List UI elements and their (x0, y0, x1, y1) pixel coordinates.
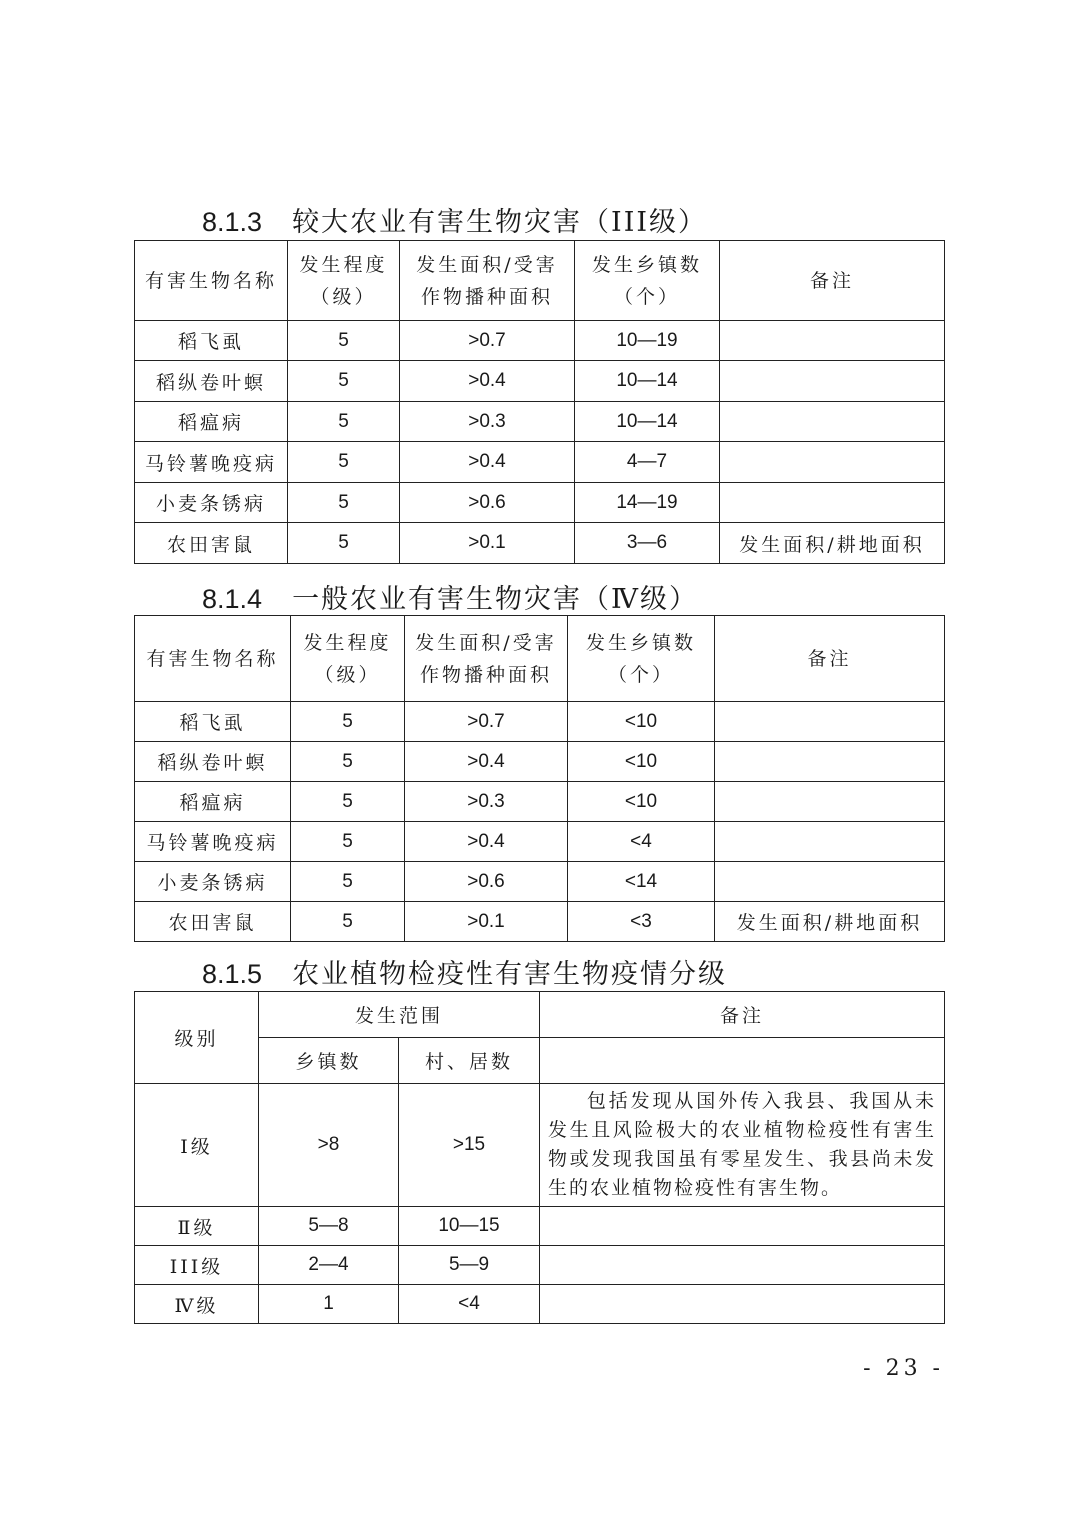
table-row (135, 483, 945, 523)
cell-town-count: 4—7 (575, 442, 720, 483)
header-note: 备注 (540, 992, 945, 1038)
cell-note (720, 361, 945, 402)
cell-note (720, 321, 945, 361)
cell-area-ratio: >0.6 (405, 862, 568, 902)
table-row (135, 523, 945, 564)
cell-area-ratio: >0.1 (405, 902, 568, 942)
table-row (135, 321, 945, 361)
section-heading-8-1-5 (202, 952, 727, 991)
cell-area-ratio: >0.6 (400, 483, 575, 523)
table-quarantine-levels (134, 991, 945, 1324)
section-title: 一般农业有害生物灾害（Ⅳ级） (292, 584, 699, 615)
cell-town-count: <10 (568, 742, 715, 782)
table-row (135, 862, 945, 902)
table-row (135, 1207, 945, 1246)
cell-pest-name: 马铃薯晚疫病 (135, 442, 288, 483)
section-number: 8.1.3 (202, 207, 263, 237)
header-town-count: 发生乡镇数 （个） (575, 241, 720, 321)
cell-note (715, 782, 945, 822)
section-heading-8-1-4 (202, 577, 698, 616)
table-row (135, 1285, 945, 1324)
cell-area-ratio: >0.4 (400, 442, 575, 483)
header-severity: 发生程度 （级） (288, 241, 400, 321)
header-area-ratio: 发生面积/受害 作物播种面积 (400, 241, 575, 321)
cell-note (540, 1285, 945, 1324)
cell-towns: 1 (259, 1285, 399, 1324)
cell-severity: 5 (288, 523, 400, 564)
cell-severity: 5 (291, 862, 405, 902)
cell-pest-name: 稻瘟病 (135, 402, 288, 442)
cell-town-count: 10—19 (575, 321, 720, 361)
cell-note (720, 442, 945, 483)
header-note: 备注 (715, 616, 945, 702)
page-number: - 23 - (863, 1356, 944, 1381)
cell-pest-name: 农田害鼠 (135, 902, 291, 942)
cell-pest-name: 稻飞虱 (135, 321, 288, 361)
cell-note: 发生面积/耕地面积 (715, 902, 945, 942)
cell-level: III级 (135, 1246, 259, 1285)
cell-severity: 5 (291, 822, 405, 862)
header-severity: 发生程度 （级） (291, 616, 405, 702)
cell-note (715, 862, 945, 902)
table-row (135, 822, 945, 862)
cell-town-count: 10—14 (575, 361, 720, 402)
cell-area-ratio: >0.3 (405, 782, 568, 822)
table-row (135, 1246, 945, 1285)
table-row (135, 782, 945, 822)
header-pest-name: 有害生物名称 (135, 616, 291, 702)
section-number: 8.1.4 (202, 584, 263, 614)
cell-level: Ⅱ级 (135, 1207, 259, 1246)
cell-severity: 5 (291, 742, 405, 782)
cell-pest-name: 稻纵卷叶螟 (135, 742, 291, 782)
cell-note (715, 702, 945, 742)
cell-severity: 5 (291, 702, 405, 742)
table-row (135, 361, 945, 402)
cell-villages: 5—9 (399, 1246, 540, 1285)
cell-pest-name: 马铃薯晚疫病 (135, 822, 291, 862)
cell-town-count: <10 (568, 782, 715, 822)
cell-pest-name: 农田害鼠 (135, 523, 288, 564)
cell-note (720, 483, 945, 523)
table-level-4 (134, 615, 945, 942)
cell-pest-name: 稻瘟病 (135, 782, 291, 822)
cell-severity: 5 (288, 402, 400, 442)
header-towns: 乡镇数 (259, 1038, 399, 1084)
cell-town-count: <10 (568, 702, 715, 742)
cell-area-ratio: >0.7 (405, 702, 568, 742)
table-row (135, 1084, 945, 1207)
table-row (135, 442, 945, 483)
cell-area-ratio: >0.7 (400, 321, 575, 361)
section-heading-8-1-3 (202, 200, 707, 239)
table-level-3 (134, 240, 945, 564)
cell-severity: 5 (288, 483, 400, 523)
table-header-row (135, 616, 945, 702)
section-number: 8.1.5 (202, 959, 263, 989)
table-row (135, 402, 945, 442)
header-town-count: 发生乡镇数 （个） (568, 616, 715, 702)
cell-severity: 5 (288, 361, 400, 402)
cell-towns: 5—8 (259, 1207, 399, 1246)
header-pest-name: 有害生物名称 (135, 241, 288, 321)
cell-town-count: <3 (568, 902, 715, 942)
header-area-ratio: 发生面积/受害 作物播种面积 (405, 616, 568, 702)
header-note: 备注 (720, 241, 945, 321)
section-title: 农业植物检疫性有害生物疫情分级 (292, 959, 728, 990)
cell-area-ratio: >0.1 (400, 523, 575, 564)
cell-level: Ⅳ级 (135, 1285, 259, 1324)
cell-note (715, 822, 945, 862)
cell-note (715, 742, 945, 782)
cell-level: Ⅰ级 (135, 1084, 259, 1207)
section-title: 较大农业有害生物灾害（III级） (292, 207, 708, 238)
cell-pest-name: 小麦条锈病 (135, 862, 291, 902)
header-level: 级别 (135, 992, 259, 1084)
cell-town-count: <4 (568, 822, 715, 862)
cell-area-ratio: >0.4 (400, 361, 575, 402)
cell-pest-name: 稻纵卷叶螟 (135, 361, 288, 402)
table-row (135, 902, 945, 942)
header-villages: 村、居数 (399, 1038, 540, 1084)
cell-villages: 10—15 (399, 1207, 540, 1246)
cell-town-count: 3—6 (575, 523, 720, 564)
cell-villages: <4 (399, 1285, 540, 1324)
cell-town-count: 14—19 (575, 483, 720, 523)
cell-severity: 5 (288, 321, 400, 361)
cell-severity: 5 (291, 782, 405, 822)
cell-note: 发生面积/耕地面积 (720, 523, 945, 564)
header-note-empty (540, 1038, 945, 1084)
cell-severity: 5 (288, 442, 400, 483)
cell-pest-name: 小麦条锈病 (135, 483, 288, 523)
table-header-row (135, 992, 945, 1038)
header-range: 发生范围 (259, 992, 540, 1038)
cell-town-count: 10—14 (575, 402, 720, 442)
cell-villages: >15 (399, 1084, 540, 1207)
table-header-row (135, 241, 945, 321)
cell-note (540, 1207, 945, 1246)
cell-area-ratio: >0.4 (405, 742, 568, 782)
cell-town-count: <14 (568, 862, 715, 902)
cell-severity: 5 (291, 902, 405, 942)
table-row (135, 702, 945, 742)
cell-note (720, 402, 945, 442)
cell-towns: >8 (259, 1084, 399, 1207)
cell-note: 包括发现从国外传入我县、我国从未发生且风险极大的农业植物检疫性有害生物或发现我国虽有零星发生、我县尚未发生的农业植物检疫性有害生物。 (540, 1084, 945, 1207)
cell-area-ratio: >0.4 (405, 822, 568, 862)
table-row (135, 742, 945, 782)
cell-area-ratio: >0.3 (400, 402, 575, 442)
cell-note (540, 1246, 945, 1285)
cell-pest-name: 稻飞虱 (135, 702, 291, 742)
cell-towns: 2—4 (259, 1246, 399, 1285)
